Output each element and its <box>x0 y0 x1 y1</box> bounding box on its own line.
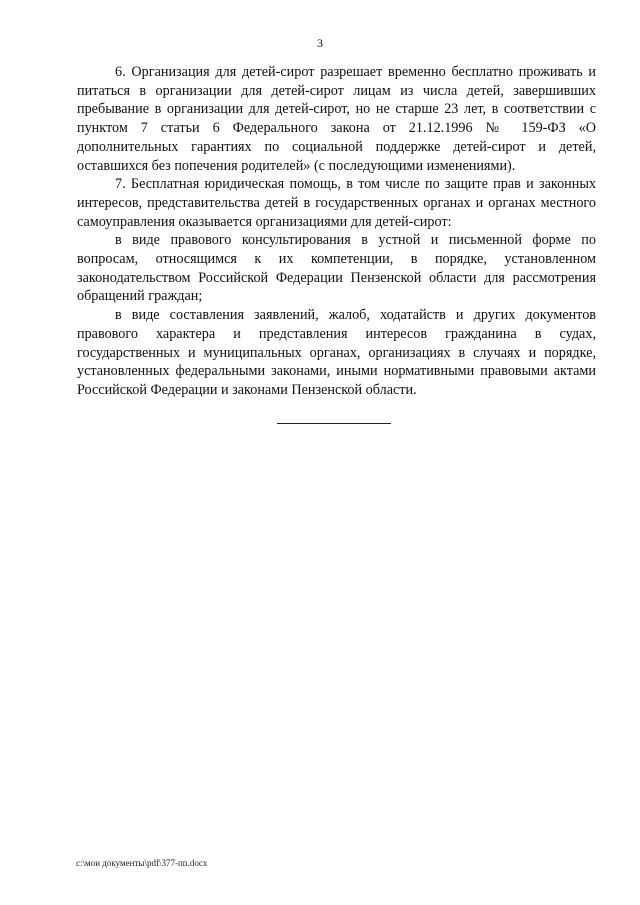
footer-file-path: c:\мои документы\pdf\377-пп.docx <box>76 858 208 868</box>
paragraph-7: 7. Бесплатная юридическая помощь, в том числе по защите прав и законных интересов, представительства детей в государственных органах и органах местного самоуправления оказывается организациями для детей-сирот: <box>77 176 596 230</box>
page-number: 3 <box>317 36 323 50</box>
end-divider <box>277 423 391 424</box>
paragraph-6: 6. Организация для детей-сирот разрешает временно бесплатно проживать и питаться в организации для детей-сирот лицам из числа детей, завершивших пребывание в организации для детей-сирот, но не старше 23 лет, в соответствии с пунктом 7 статьи 6 Федерального закона от 21.12.1996 № 159-ФЗ «О дополнительных гарантиях по социальной поддержке детей-сирот и детей, оставшихся без попечения родителей» (с последующими изменениями). <box>77 64 596 174</box>
paragraph-7-item-consultation: в виде правового консультирования в устной и письменной форме по вопросам, относящимся к их компетенции, в порядке, установленном законодательством Российской Федерации Пензенской области для рассмотрения обращений граждан; <box>77 232 596 305</box>
paragraph-7-item-documents: в виде составления заявлений, жалоб, ходатайств и других документов правового характера и представления интересов гражданина в судах, государственных и муниципальных органах, организациях в случаях и порядке, установленных федеральными законами, иными нормативными правовыми актами Российской Федерации и законами Пензенской области. <box>77 307 596 398</box>
document-body <box>77 63 596 400</box>
